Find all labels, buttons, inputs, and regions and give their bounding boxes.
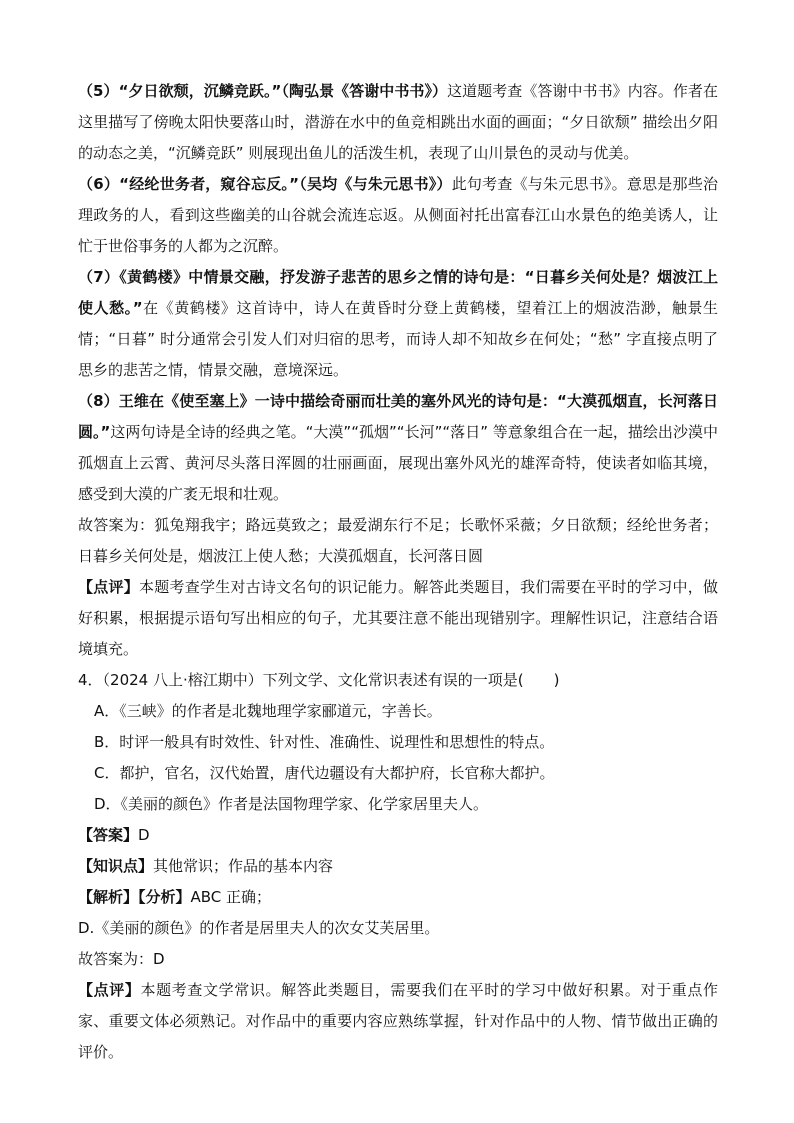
comment-3 [78,572,718,665]
item-6-body: 此句考查《与朱元思书》。意思是那些治理政务的人，看到这些幽美的山谷就会流连忘返。从侧面衬托出富春江山水景色的绝美诱人，让忙于世俗事务的人都为之沉醉。 [78,175,718,255]
item-5-head: （5）“夕日欲颓，沉鳞竞跃。”（陶弘景《答谢中书书》） [78,82,448,100]
item-8 [78,386,718,510]
item-5 [78,76,718,169]
answer-4-tag: 【答案】 [78,826,139,844]
comment-4-text: 本题考查文学常识。解答此类题目，需要我们在平时的学习中做好积累。对于重点作家、重要文体必须熟记。对作品中的重要内容应熟练掌握，针对作品中的人物、情节做出正确的评价。 [78,981,718,1061]
answer-3: 故答案为：狐兔翔我宇；路远莫致之；最爱湖东行不足；长歌怀采薇；夕日欲颓；经纶世务者；日暮乡关何处是，烟波江上使人愁；大漠孤烟直，长河落日圆 [78,516,718,565]
item-5-body: 这道题考查《答谢中书书》内容。作者在这里描写了傍晚太阳快要落山时，潜游在水中的鱼竞相跳出水面的画面；“夕日欲颓” 描绘出夕阳的动态之美，“沉鳞竞跃” 则展现出鱼儿的活泼生机，表现了山川景色的灵动与优美。 [78,82,718,162]
item-7-head: （7）《黄鹤楼》中情景交融，抒发游子悲苦的思乡之情的诗句是：“日暮乡关何处是？烟波江上使人愁。” [78,268,718,317]
option-a: A．《三峡》的作者是北魏地理学家郦道元，字善长。 [94,702,442,720]
option-b: B．时评一般具有时效性、针对性、准确性、说理性和思想性的特点。 [94,733,555,751]
knowledge-point-tag: 【知识点】 [78,857,154,875]
item-6-head: （6）“经纶世务者，窥谷忘反。”（吴均《与朱元思书》） [78,175,452,193]
comment-3-tag: 【点评】 [78,578,139,596]
item-7 [78,262,718,386]
option-d: D．《美丽的颜色》作者是法国物理学家、化学家居里夫人。 [94,795,489,813]
document-page [78,76,718,1068]
comment-4-tag: 【点评】 [78,981,141,999]
item-6 [78,169,718,262]
item-8-head: （8）王维在《使至塞上》一诗中描绘奇丽而壮美的塞外风光的诗句是：“大漠孤烟直，长河落日圆。” [78,392,718,441]
knowledge-point [78,851,718,882]
analysis-text: ABC 正确； [190,888,272,906]
item-8-body: 这两句诗是全诗的经典之笔。“大漠”“孤烟”“长河”“落日” 等意象组合在一起，描绘出沙漠中孤烟直上云霄、黄河尽头落日浑圆的壮丽画面，展现出塞外风光的雄浑奇特，使读者如临其境，感受到大漠的广袤无垠和壮观。 [78,423,718,503]
knowledge-point-text: 其他常识；作品的基本内容 [153,857,334,875]
analysis [78,882,718,913]
answer-4-final: 故答案为：D [78,950,165,968]
comment-4 [78,975,718,1068]
comment-3-text: 本题考查学生对古诗文名句的识记能力。解答此类题目，我们需要在平时的学习中，做好积累，根据提示语句写出相应的句子，尤其要注意不能出现错别字。理解性识记，注意结合语境填充。 [78,578,718,658]
answer-4 [78,820,718,851]
option-c: C．都护，官名，汉代始置，唐代边疆设有大都护府，长官称大都护。 [94,764,555,782]
answer-4-value: D [138,826,150,844]
question-4-stem: 4．（2024 八上·榕江期中）下列文学、文化常识表述有误的一项是( ) [78,671,560,689]
item-7-body: 在《黄鹤楼》这首诗中，诗人在黄昏时分登上黄鹤楼，望着江上的烟波浩渺，触景生情；“日暮” 时分通常会引发人们对归宿的思考，而诗人却不知故乡在何处；“愁” 字直接点明了思乡的悲苦之情，情景交融，意境深远。 [78,299,718,379]
analysis-d: D.《美丽的颜色》的作者是居里夫人的次女艾芙居里。 [78,919,440,937]
analysis-tag: 【解析】【分析】 [78,888,191,906]
